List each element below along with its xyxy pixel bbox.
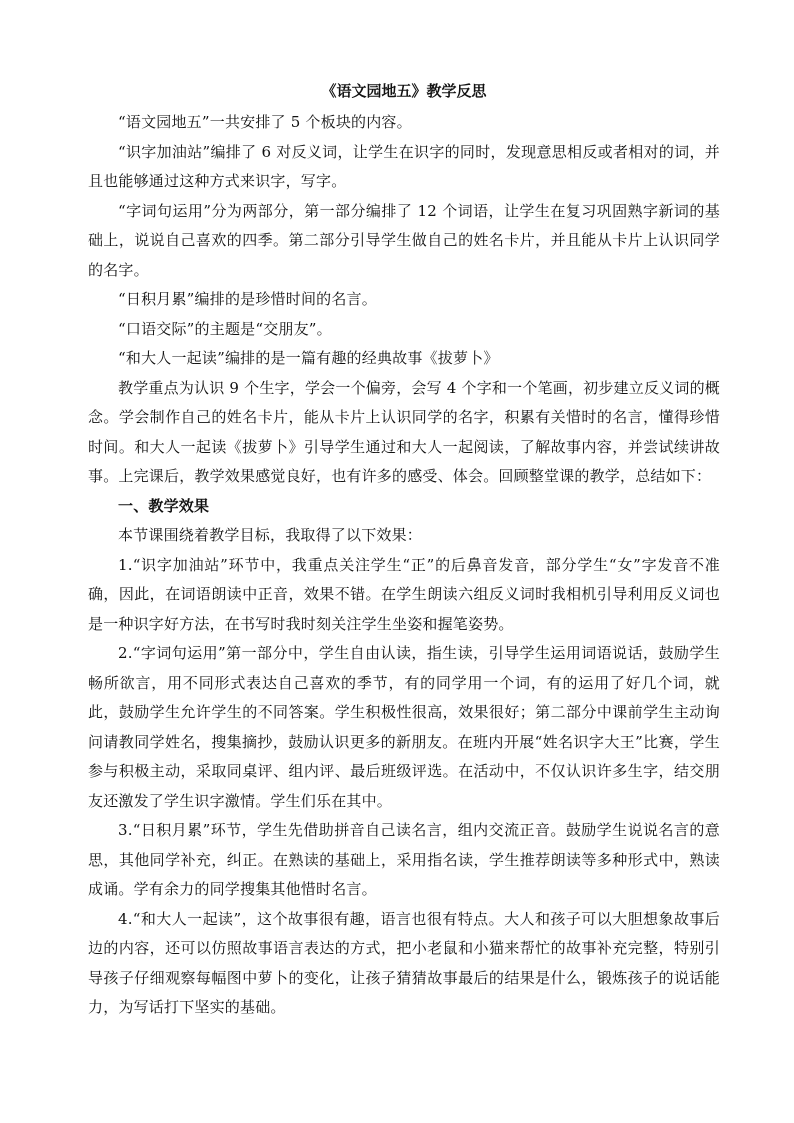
paragraph-effect-1: 1.“识字加油站”环节中，我重点关注学生“正”的后鼻音发音，部分学生“女”字发音不准确，因此，在词语朗读中正音，效果不错。在学生朗读六组反义词时我相机引导利用反义词也是一种识字好方法，在书写时我时刻关注学生坐姿和握笔姿势。 [88,555,720,633]
paragraph-effect-4: 4.“和大人一起读”，这个故事很有趣，语言也很有特点。大人和孩子可以大胆想象故事后边的内容，还可以仿照故事语言表达的方式，把小老鼠和小猫来帮忙的故事补充完整，特别引导孩子仔细观察每幅图中萝卜的变化，让孩子猜猜故事最后的结果是什么，锻炼孩子的说话能力，为写话打下坚实的基础。 [88,909,720,1016]
paragraph-teaching-focus: 教学重点为认识 9 个生字，学会一个偏旁，会写 4 个字和一个笔画，初步建立反义词的概念。学会制作自己的姓名卡片，能从卡片上认识同学的名字，积累有关惜时的名言，懂得珍惜时间。和大人一起读《拔萝卜》引导学生通过和大人一起阅读，了解故事内容，并尝试续讲故事。上完课后，教学效果感觉良好，也有许多的感受、体会。回顾整堂课的教学，总结如下： [88,378,720,485]
paragraph-daily-accumulation: “日积月累”编排的是珍惜时间的名言。 [118,290,377,308]
paragraph-effect-2: 2.“字词句运用”第一部分中，学生自由认读，指生读，引导学生运用词语说话，鼓励学生畅所欲言，用不同形式表达自己喜欢的季节，有的同学用一个词，有的运用了好几个词，就此，鼓励学生允许学生的不同答案。学生积极性很高，效果很好；第二部分中课前学生主动询问请教同学姓名，搜集摘抄，鼓励认识更多的新朋友。在班内开展“姓名识字大王”比赛，学生参与积极主动，采取同桌评、组内评、最后班级评选。在活动中，不仅认识许多生字，结交朋友还激发了学生识字激情。学生们乐在其中。 [88,644,720,810]
paragraph-literacy-station: “识字加油站”编排了 6 对反义词，让学生在识字的同时，发现意思相反或者相对的词，并且也能够通过这种方式来识字，写字。 [88,142,720,190]
paragraph-oral-communication: “口语交际”的主题是“交朋友”。 [118,319,332,338]
paragraph-overview: “语文园地五”一共安排了 5 个板块的内容。 [118,113,412,131]
document-page [88,78,720,1023]
paragraph-effect-intro: 本节课围绕着教学目标，我取得了以下效果： [118,526,423,544]
section-heading-teaching-effect: 一、教学效果 [118,496,210,515]
paragraph-effect-3: 3.“日积月累”环节，学生先借助拼音自己读名言，组内交流正音。鼓励学生说说名言的意思，其他同学补充，纠正。在熟读的基础上，采用指名读，学生推荐朗读等多种形式中，熟读成诵。学有余力的同学搜集其他惜时名言。 [88,821,720,898]
paragraph-read-with-adults: “和大人一起读”编排的是一篇有趣的经典故事《拔萝卜》 [118,349,499,367]
document-title: 《语文园地五》教学反思 [321,82,487,100]
paragraph-word-usage: “字词句运用”分为两部分，第一部分编排了 12 个词语，让学生在复习巩固熟字新词的基础上，说说自己喜欢的四季。第二部分引导学生做自己的姓名卡片，并且能从卡片上认识同学的名字。 [88,201,720,279]
